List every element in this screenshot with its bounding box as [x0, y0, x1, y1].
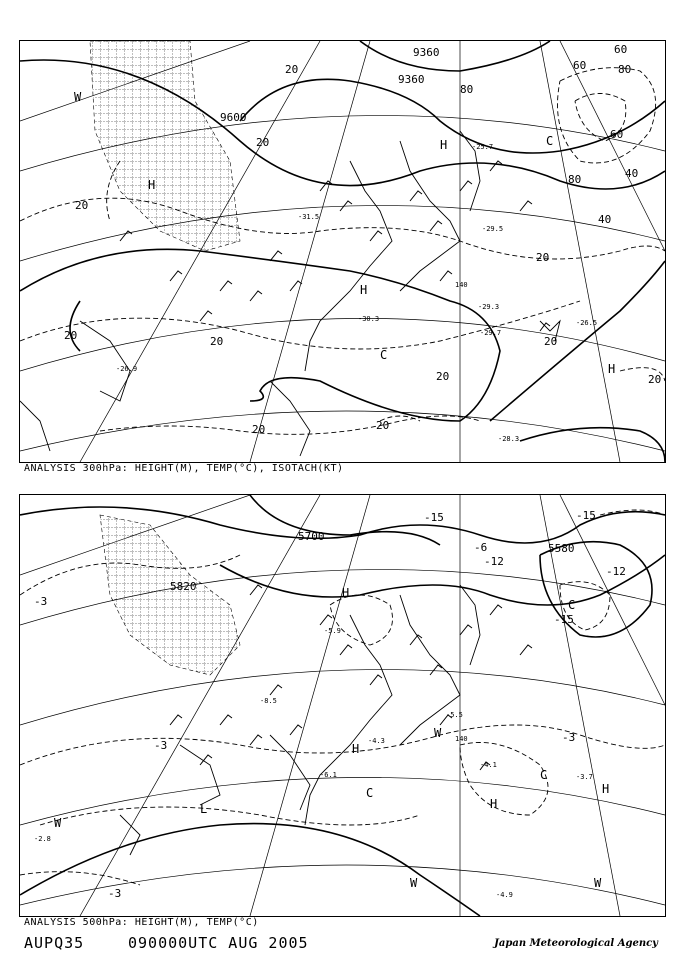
isotach-label: 20: [544, 335, 558, 348]
high-pressure-marker: H: [490, 797, 498, 811]
station-value: -25.7: [472, 143, 494, 151]
isotach-label: 80: [618, 63, 632, 76]
temperature-label: -15: [424, 511, 444, 524]
station-value: -4.9: [496, 891, 513, 899]
station-value: -3.7: [576, 773, 593, 781]
isotach-label: 20: [252, 423, 266, 436]
coastlines: [20, 131, 560, 456]
high-pressure-marker: H: [440, 138, 448, 152]
agency-name: Japan Meteorological Agency: [494, 938, 658, 949]
station-value: -6.1: [320, 771, 337, 779]
cold-center-marker: C: [568, 598, 576, 612]
isotach-label: 80: [460, 83, 474, 96]
temperature-label: -3: [34, 595, 48, 608]
isotach-label: 60: [614, 43, 628, 56]
temperature-label: -3: [154, 739, 168, 752]
isotach-label: 20: [64, 329, 78, 342]
map-300hpa-svg: [20, 41, 665, 462]
isotach-label: 20: [536, 251, 550, 264]
valid-time: 090000UTC AUG 2005: [128, 934, 309, 952]
warm-center-marker: W: [410, 876, 418, 890]
isotach-label: 40: [598, 213, 612, 226]
station-value: -2.8: [34, 835, 51, 843]
station-value: -5.5: [446, 711, 463, 719]
temperature-label: -3: [108, 887, 122, 900]
warm-center-marker: W: [434, 726, 442, 740]
station-value: -30.3: [358, 315, 380, 323]
temperature-label: -15: [554, 613, 574, 626]
high-pressure-marker: H: [342, 586, 350, 600]
station-value: -29.5: [482, 225, 504, 233]
meridian-label: 140: [455, 281, 468, 289]
temperature-label: -15: [576, 509, 596, 522]
cold-center-marker: C: [546, 134, 554, 148]
map-panel-300hpa: [19, 40, 666, 463]
station-value: -4.3: [368, 737, 385, 745]
station-value: -5.9: [324, 627, 341, 635]
height-label: 9360: [413, 46, 440, 59]
isotach-label: 60: [573, 59, 587, 72]
hatched-region: [90, 41, 240, 251]
warm-center-marker: W: [54, 816, 62, 830]
isotach-label: 20: [256, 136, 270, 149]
height-label: 5580: [548, 542, 575, 555]
temperature-label: -12: [484, 555, 504, 568]
map-500hpa-svg: [20, 495, 665, 916]
low-pressure-marker: L: [200, 802, 208, 816]
temperature-label: -3: [562, 731, 576, 744]
high-pressure-marker: H: [608, 362, 616, 376]
height-label: 9600: [220, 111, 247, 124]
height-label: 5700: [298, 530, 325, 543]
product-code: AUPQ35: [24, 934, 85, 952]
warm-center-marker: W: [594, 876, 602, 890]
isotach-label: 20: [285, 63, 299, 76]
station-value: -28.3: [498, 435, 520, 443]
cold-center-marker: C: [540, 768, 548, 782]
meridian-label: 140: [455, 735, 468, 743]
panel-caption-500hpa: ANALYSIS 500hPa: HEIGHT(M), TEMP(°C): [24, 917, 259, 928]
isotach-label: 80: [568, 173, 582, 186]
panel-caption-300hpa: ANALYSIS 300hPa: HEIGHT(M), TEMP(°C), ISOTACH(KT): [24, 463, 344, 474]
height-label: 5820: [170, 580, 197, 593]
cold-center-marker: C: [366, 786, 374, 800]
map-panel-500hpa: [19, 494, 666, 917]
station-value: -8.5: [260, 697, 277, 705]
isotach-label: 20: [376, 419, 390, 432]
height-label: 9360: [398, 73, 425, 86]
station-value: -26.9: [116, 365, 138, 373]
isotach-label: 20: [648, 373, 662, 386]
station-value: -4.1: [480, 761, 497, 769]
station-value: -31.5: [298, 213, 320, 221]
high-pressure-marker: H: [148, 178, 156, 192]
temperature-label: -12: [606, 565, 626, 578]
station-value: -26.5: [576, 319, 598, 327]
hatched-region: [100, 515, 240, 675]
station-value: -29.7: [480, 329, 502, 337]
temperature-label: -6: [474, 541, 488, 554]
high-pressure-marker: H: [602, 782, 610, 796]
high-pressure-marker: H: [352, 742, 360, 756]
cold-center-marker: C: [380, 348, 388, 362]
isotach-label: 20: [210, 335, 224, 348]
high-pressure-marker: H: [360, 283, 368, 297]
isotach-label: 40: [625, 167, 639, 180]
warm-center-marker: W: [74, 90, 82, 104]
isotach-label: 60: [610, 128, 624, 141]
isotach-label: 20: [436, 370, 450, 383]
station-value: -29.3: [478, 303, 500, 311]
isotach-label: 20: [75, 199, 89, 212]
